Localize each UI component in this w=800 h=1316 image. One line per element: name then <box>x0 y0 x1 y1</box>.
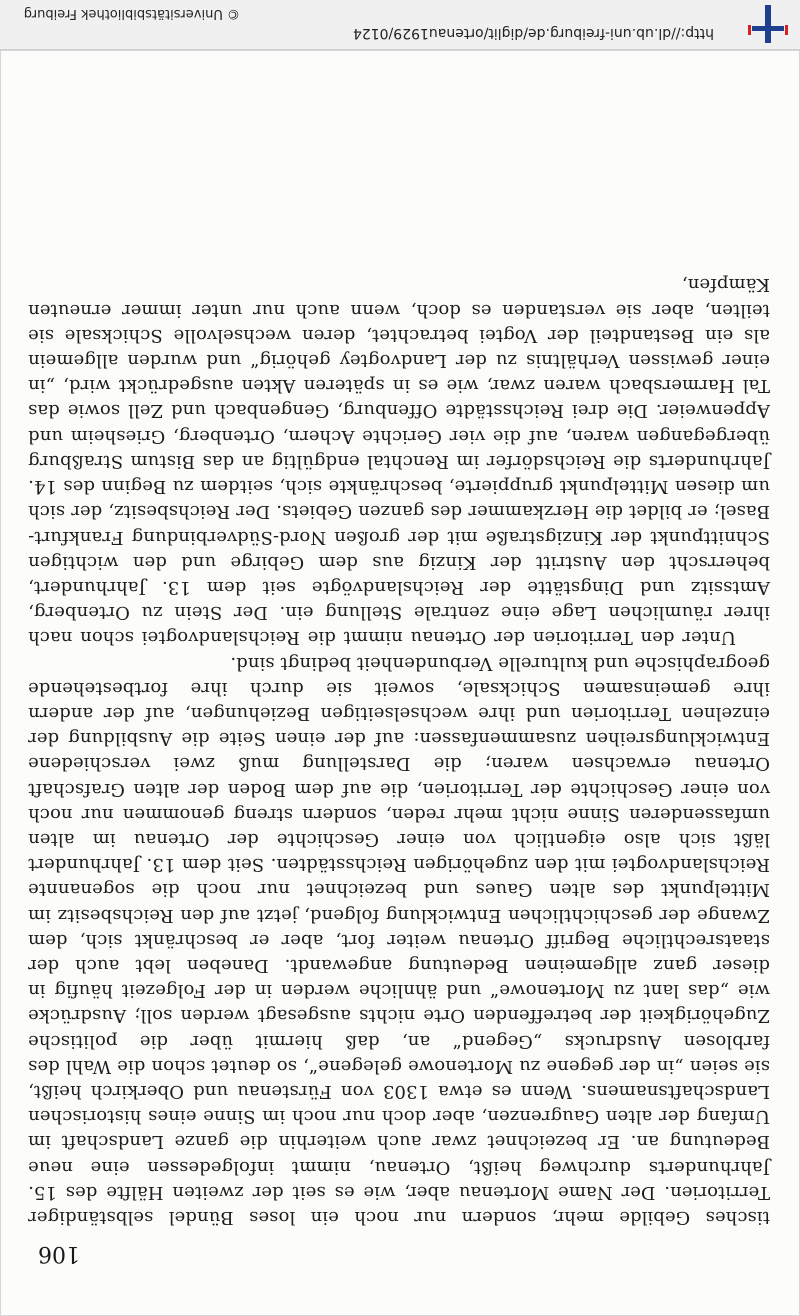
paragraph: Unter den Territorien der Ortenau nimmt die Reichslandvogtei schon nach ihrer räumlichen Lage eine zentrale Stellung ein. Der Stein zu Ortenberg, Amtssitz und Dingstätte der Reichslandvögte seit dem 13. Jahrhundert, beherrscht den Austritt der Kinzig aus dem Gebirge und den wichtigen Schnittpunkt der Kinzigstraße mit der großen Nord-Südverbindung Frankfurt-Basel; er bildet die Herzkammer des ganzen Gebiets. Der Reichsbesitz, der sich um diesen Mittelpunkt gruppierte, beschränkte sich, seitdem zu Beginn des 14. Jahrhunderts die Reichsdörfer im Renchtal endgültig an das Bistum Straßburg übergegangen waren, auf die vier Gerichte Achern, Ortenberg, Griesheim und Appenweier. Die drei Reichsstädte Offenburg, Gengenbach und Zell sowie das Tal Harmersbach waren zwar, wie es in späteren Akten ausgedrückt wird, „in einer gewissen Verhältnis zu der Landvogtey gehörig“ und wurden allgemein als ein Bestandteil der Vogtei betrachtet, deren wechselvolle Schicksale sie teilten, aber sie verstanden es doch, wenn auch nur unter immer erneuten Kämpfen, <box>28 274 770 649</box>
page-body-text <box>28 272 770 1230</box>
page-number: 106 <box>38 1241 80 1266</box>
library-logo-icon <box>746 3 790 45</box>
paragraph: tisches Gebilde mehr, sondern nur noch ein loses Bündel selbständiger Territorien. Der Name Mortenau aber, wie es seit der zweiten Hälfte des 15. Jahrhunderts durchweg heißt, Ortenau, nimmt infolgedessen eine neue Bedeutung an. Er bezeichnet zwar auch weiterhin die ganze Landschaft im Umfang der alten Gaugrenzen, aber doch nur noch im Sinne eines historischen Landschaftsnamens. Wenn es etwa 1303 von Fürstenau und Oberkirch heißt, sie seien „in der gegene zu Mortenowe gelegene“, so deutet schon die Wahl des farblosen Ausdrucks „Gegend“ an, daß hiermit über die politische Zugehörigkeit der betreffenden Orte nichts ausgesagt werden soll; Ausdrücke wie „das lant zu Mortenowe“ und ähnliche werden in der Folgezeit häufig in dieser ganz allgemeinen Bedeutung angewandt. Daneben lebt auch der staatsrechtliche Begriff Ortenau weiter fort, aber er beschränkt sich, dem Zwange der geschichtlichen Entwicklung folgend, jetzt auf den Reichsbesitz im Mittelpunkt des alten Gaues und bezeichnet nur noch die sogenannte Reichslandvogtei mit den zugehörigen Reichsstädten. Seit dem 13. Jahrhundert läßt sich also eigentlich von einer Geschichte der Ortenau im alten umfassenderen Sinne nicht mehr reden, sondern streng genommen nur noch von einer Geschichte der Territorien, die auf dem Boden der alten Grafschaft Ortenau erwachsen waren; die Darstellung muß zwei verschiedene Entwicklungsreihen zusammenfassen: auf der einen Seite die Ausbildung der einzelnen Territorien und ihre wechselseitigen Beziehungen, auf der andern ihre gemeinsamen Schicksale, soweit sie durch ihre fortbestehende geographische und kulturelle Verbundenheit bedingt sind. <box>28 652 770 1228</box>
library-header-bar <box>0 0 800 50</box>
copyright-notice: © Universitätsbibliothek Freiburg <box>23 6 240 21</box>
permalink-url[interactable]: http://dl.ub.uni-freiburg.de/diglit/ortenau1929/0124 <box>352 25 714 41</box>
scanned-page <box>0 50 800 1316</box>
